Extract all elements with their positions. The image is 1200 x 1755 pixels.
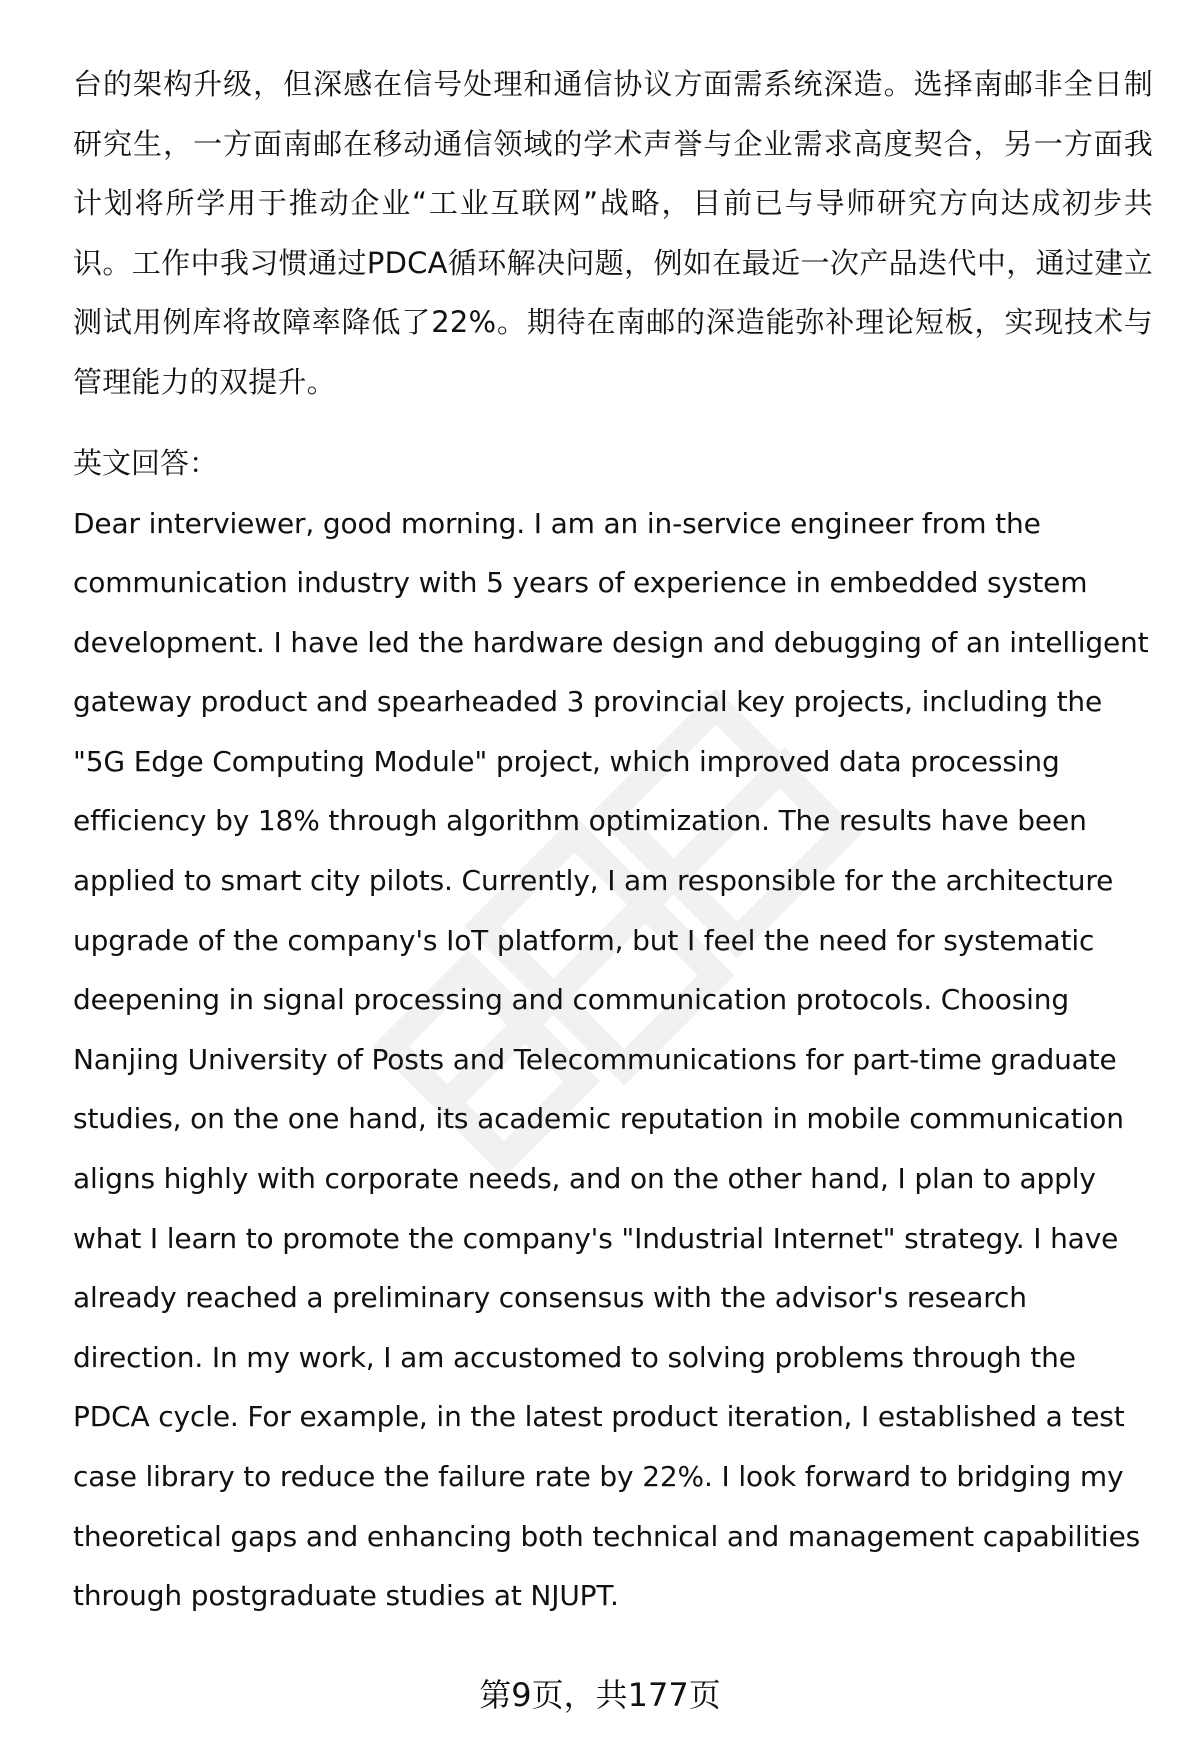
chinese-answer-paragraph: 台的架构升级，但深感在信号处理和通信协议方面需系统深造。选择南邮非全日制研究生，一方面南邮在移动通信领域的学术声誉与企业需求高度契合，另一方面我计划将所学用于推动企业“工业互联网”战略，目前已与导师研究方向达成初步共识。工作中我习惯通过PDCA循环解决问题，例如在最近一次产品迭代中，通过建立测试用例库将故障率降低了22%。期待在南邮的深造能弥补理论短板，实现技术与管理能力的双提升。 <box>73 67 1153 399</box>
document-body <box>73 55 1153 1626</box>
english-answer-label: 英文回答： <box>73 446 219 480</box>
page-number-footer: 第9页，共177页 <box>479 1676 721 1714</box>
english-answer-paragraph: Dear interviewer, good morning. I am an in-service engineer from the communication industry with 5 years of experience in embedded system development. I have led the hardware design and debugging of an intelligent gateway product and spearheaded 3 provincial key projects, including the "5G Edge Computing Module" project, which improved data processing efficiency by 18% through algorithm optimization. The results have been applied to smart city pilots. Currently, I am responsible for the architecture upgrade of the company's IoT platform, but I feel the need for systematic deepening in signal processing and communication protocols. Choosing Nanjing University of Posts and Telecommunications for part-time graduate studies, on the one hand, its academic reputation in mobile communication aligns highly with corporate needs, and on the other hand, I plan to apply what I learn to promote the company's "Industrial Internet" strategy. I have already reached a preliminary consensus with the advisor's research direction. In my work, I am accustomed to solving problems through the PDCA cycle. For example, in the latest product iteration, I established a test case library to reduce the failure rate by 22%. I look forward to bridging my theoretical gaps and enhancing both technical and management capabilities through postgraduate studies at NJUPT. <box>73 506 1149 1613</box>
